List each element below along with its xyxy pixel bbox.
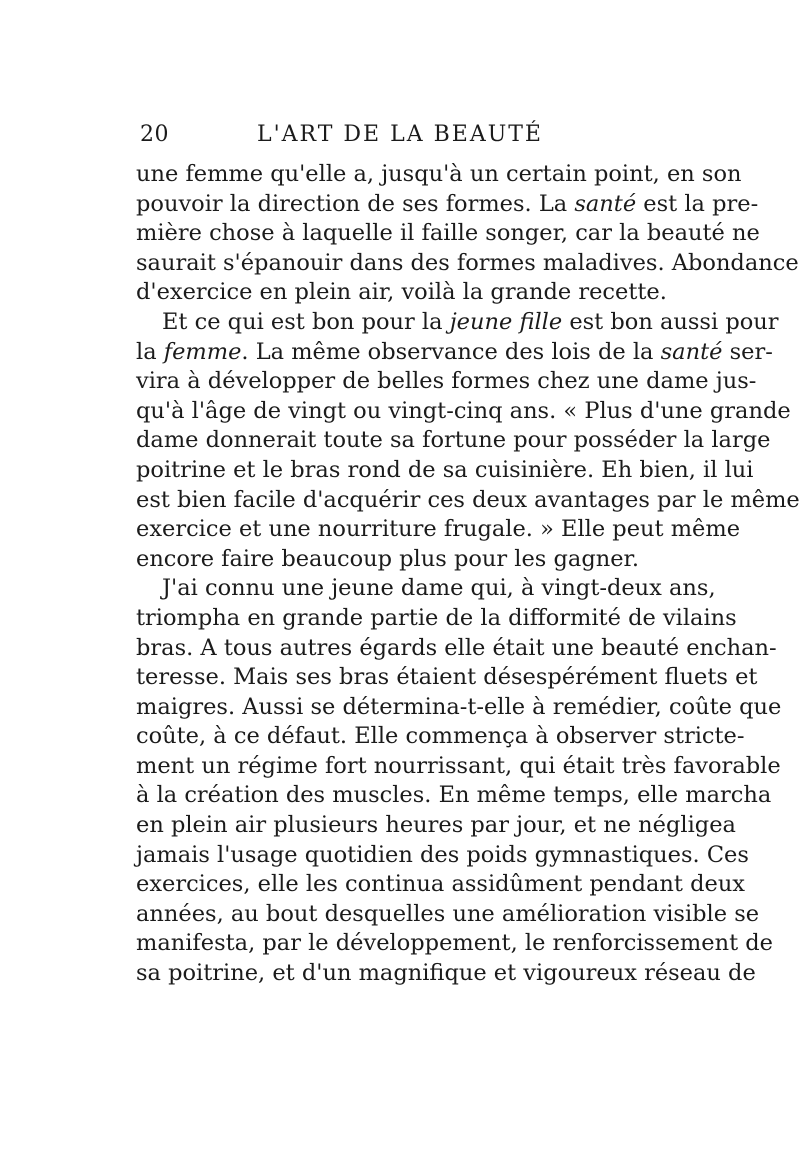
text-segment: manifesta, par le développement, le renforcissement de [136,930,773,957]
paragraph [136,574,782,988]
text-segment: vira à développer de belles formes chez une dame jus- [136,368,757,395]
text-segment: la [136,338,164,365]
text-line [136,929,773,959]
text-line [136,515,741,545]
text-segment: est bien facile d'acquérir ces deux avantages par le même [136,486,800,513]
text-segment: années, au bout desquelles une amélioration visible se [136,900,760,927]
text-line [136,545,672,575]
text-line [136,722,745,752]
text-line [136,574,716,604]
text-segment: teresse. Mais ses bras étaient désespérément fluets et [136,664,758,691]
emphasized-text: santé [574,190,637,217]
text-segment: encore faire beaucoup plus pour les gagner. [136,545,639,572]
text-line [136,604,737,634]
emphasized-text: jeune fille [449,308,563,335]
text-segment: saurait s'épanouir dans des formes maladives. Abondance [136,249,799,276]
text-segment: ment un régime fort nourrissant, qui était très favorable [136,752,781,779]
text-segment: exercices, elle les continua assidûment pendant deux [136,871,745,898]
text-segment: Et ce qui est bon pour la [162,308,450,335]
text-line [136,308,779,338]
text-line [136,190,759,220]
text-segment: ser- [722,338,773,365]
paragraph [136,308,800,574]
text-line [136,900,760,930]
text-segment: d'exercice en plein air, voilà la grande recette. [136,279,667,306]
text-line [136,426,771,456]
text-line [136,278,672,308]
text-line [136,367,757,397]
paragraph [136,160,799,308]
text-line [136,811,736,841]
text-segment: est la pre- [636,190,759,217]
text-segment: jamais l'usage quotidien des poids gymnastiques. Ces [136,841,749,868]
emphasized-text: santé [660,338,723,365]
text-segment: coûte, à ce défaut. Elle commença à observer stricte- [136,723,745,750]
text-line [136,693,782,723]
running-title: L'ART DE LA BEAUTÉ [257,122,543,147]
text-segment: qu'à l'âge de vingt ou vingt-cinq ans. « Plus d'une grande [136,397,791,424]
text-segment: exercice et une nourriture frugale. » Elle peut même [136,516,741,543]
text-segment: sa poitrine, et d'un magnifique et vigoureux réseau de [136,960,756,987]
text-segment: une femme qu'elle a, jusqu'à un certain point, en son [136,161,742,187]
body-text [136,160,800,989]
text-segment: dame donnerait toute sa fortune pour posséder la large [136,427,771,454]
text-line [136,338,773,368]
text-segment: maigres. Aussi se détermina-t-elle à remédier, coûte que [136,693,782,720]
text-line [136,249,799,279]
text-line [136,160,742,190]
text-line [136,219,760,249]
text-line [136,456,754,486]
text-segment: en plein air plusieurs heures par jour, et ne négligea [136,812,736,839]
text-line [136,634,777,664]
emphasized-text: femme [163,338,242,365]
text-segment: est bon aussi pour [562,308,779,335]
text-line [136,752,781,782]
page-number: 20 [140,122,169,147]
text-segment: J'ai connu une jeune dame qui, à vingt-deux ans, [162,575,716,602]
text-segment: bras. A tous autres égards elle était une beauté enchan- [136,634,777,661]
text-line [136,841,749,871]
text-line [136,959,756,989]
text-line [136,486,800,516]
text-segment: pouvoir la direction de ses formes. La [136,190,575,217]
text-line [136,870,745,900]
text-segment: à la création des muscles. En même temps, elle marcha [136,782,772,809]
text-line [136,663,758,693]
page-header [0,122,800,152]
text-segment: . La même observance des lois de la [241,338,661,365]
text-line [136,781,772,811]
text-segment: poitrine et le bras rond de sa cuisinière. Eh bien, il lui [136,456,754,483]
text-segment: triompha en grande partie de la difformité de vilains [136,604,737,631]
text-segment: mière chose à laquelle il faille songer, car la beauté ne [136,220,760,247]
text-line [136,397,791,427]
